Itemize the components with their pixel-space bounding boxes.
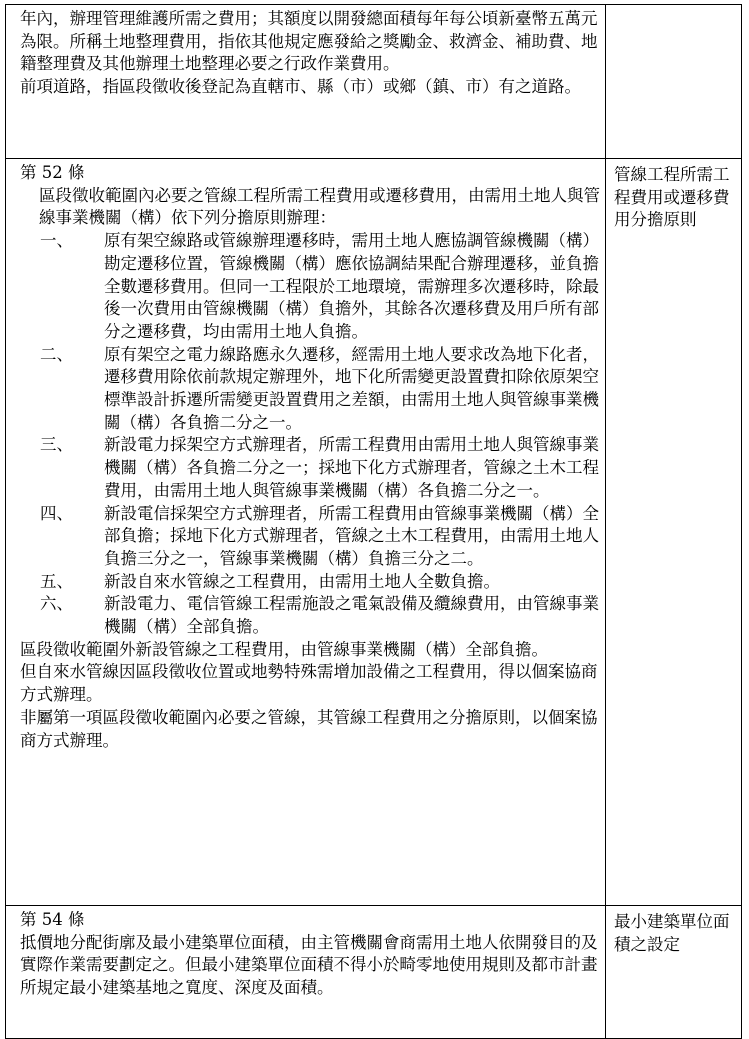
item-number: 六、 bbox=[40, 594, 73, 614]
table-row bbox=[6, 159, 742, 906]
article-paragraph: 但自來水管線因區段徵收位置或地勢特殊需增加設備之工程費用，得以個案協商方式辦理。 bbox=[20, 662, 598, 705]
item-text: 新設電力、電信管線工程需施設之電氣設備及纜線費用，由管線事業機關（構）全部負擔。 bbox=[104, 594, 599, 637]
item-number: 五、 bbox=[40, 571, 73, 591]
article-intro: 抵價地分配街廓及最小建築單位面積，由主管機關會商需用土地人依開發目的及實際作業需要劃定之。但最小建築單位面積不得小於畸零地使用規則及都市計畫所規定最小建築基地之寬度、深度及面積。 bbox=[20, 932, 598, 998]
article-intro: 區段徵收範圍內必要之管線工程所需工程費用或遷移費用，由需用土地人與管線事業機關（構）依下列分擔原則辦理： bbox=[39, 185, 600, 228]
item-text: 原有架空線路或管線辦理遷移時，需用土地人應協調管線機關（構）勘定遷移位置，管線機關（構）應依協調結果配合辦理遷移，並負擔全數遷移費用。但同一工程限於工地環境，需辦理多次遷移時，除最後一次費用由管線機關（構）負擔外，其餘各次遷移費及用戶所有部分之遷移費，均由需用土地人負擔。 bbox=[104, 231, 599, 341]
article-item bbox=[12, 344, 601, 435]
item-number: 一、 bbox=[40, 231, 73, 251]
item-text: 新設電力採架空方式辦理者，所需工程費用由需用土地人與管線事業機關（構）各負擔二分之一；採地下化方式辦理者，管線之土木工程費用，由需用土地人與管線事業機關（構）各負擔二分之一。 bbox=[104, 435, 599, 500]
article-item bbox=[12, 434, 601, 502]
article-note: 最小建築單位面積之設定 bbox=[614, 912, 730, 954]
table-row bbox=[6, 5, 742, 159]
item-number: 四、 bbox=[40, 503, 73, 523]
article-item bbox=[12, 571, 601, 594]
item-text: 原有架空之電力線路應永久遷移，經需用土地人要求改為地下化者，遷移費用除依前款規定辦理外，地下化所需變更設置費扣除依原架空標準設計拆遷所需變更設置費用之差額，由需用土地人與管線事業機關（構）各負擔二分之一。 bbox=[104, 344, 599, 432]
regulation-table bbox=[5, 4, 742, 1039]
table-row bbox=[6, 906, 742, 1039]
item-number: 二、 bbox=[40, 344, 73, 364]
note-cell bbox=[606, 159, 742, 906]
item-text: 新設電信採架空方式辦理者，所需工程費用由管線事業機關（構）全部負擔；採地下化方式辦理者，管線之土木工程費用，由需用土地人負擔三分之一，管線事業機關（構）負擔三分之二。 bbox=[104, 503, 599, 568]
article-item bbox=[12, 503, 601, 571]
article-cell bbox=[6, 906, 606, 1039]
note-cell bbox=[606, 906, 742, 1039]
article-number: 第 52 條 bbox=[20, 163, 85, 182]
item-text: 新設自來水管線之工程費用，由需用土地人全數負擔。 bbox=[104, 571, 500, 591]
article-note: 管線工程所需工程費用或遷移費用分擔原則 bbox=[614, 165, 730, 230]
article-continuation-text: 前項道路，指區段徵收後登記為直轄市、縣（市）或鄉（鎮、市）有之道路。 bbox=[20, 77, 581, 97]
article-cell bbox=[6, 159, 606, 906]
article-cell bbox=[6, 5, 606, 159]
article-item bbox=[12, 230, 601, 344]
item-number: 三、 bbox=[40, 435, 73, 455]
article-paragraph: 非屬第一項區段徵收範圍內必要之管線，其管線工程費用之分擔原則，以個案協商方式辦理。 bbox=[20, 707, 598, 750]
article-continuation-text: 年內，辦理管理維護所需之費用；其額度以開發總面積每年每公頃新臺幣五萬元為限。所稱土地整理費用，指依其他規定應發給之獎勵金、救濟金、補助費、地籍整理費及其他辦理土地整理必要之行政作業費用。 bbox=[20, 9, 598, 74]
note-cell bbox=[606, 5, 742, 159]
article-item bbox=[12, 593, 601, 638]
article-paragraph: 區段徵收範圍外新設管線之工程費用，由管線事業機關（構）全部負擔。 bbox=[20, 639, 548, 659]
article-number: 第 54 條 bbox=[20, 910, 85, 929]
